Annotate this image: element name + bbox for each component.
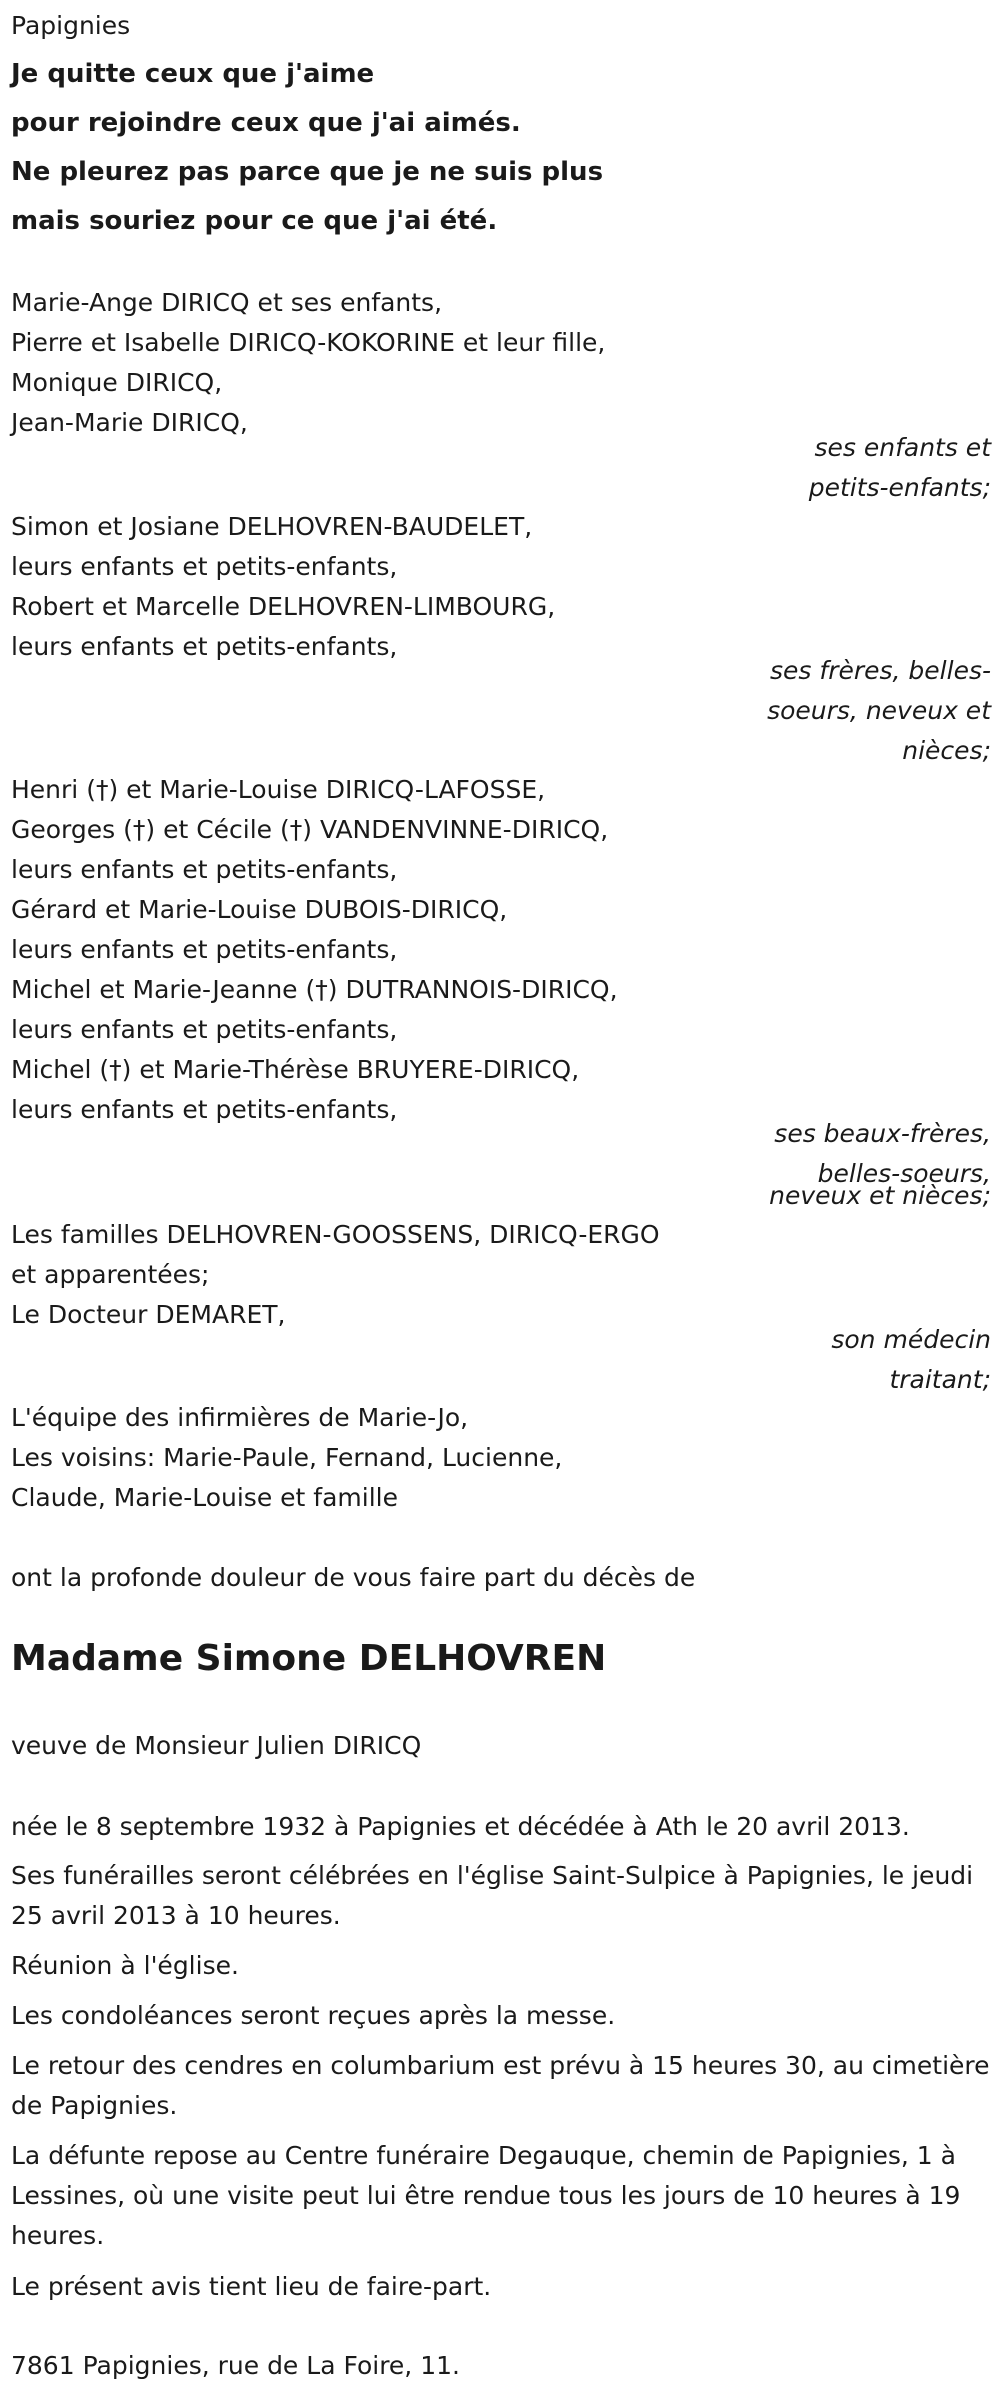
meeting-paragraph: Réunion à l'église. — [11, 1951, 239, 1980]
family-line: Monique DIRICQ, — [11, 368, 223, 397]
funeral-home-paragraph: La défunte repose au Centre funéraire Degauque, chemin de Papignies, 1 à Lessines, où une visite peut lui être rendue tous les jours de 10 heures à 19 heures. — [11, 2141, 961, 2250]
family-line: leurs enfants et petits-enfants, — [11, 1095, 398, 1124]
family-line: Michel et Marie-Jeanne (†) DUTRANNOIS-DIRICQ, — [11, 975, 618, 1004]
relation-line: son médecin — [831, 1325, 991, 1354]
family-line: Georges (†) et Cécile (†) VANDENVINNE-DIRICQ, — [11, 815, 609, 844]
relation-line: petits-enfants; — [808, 473, 991, 502]
notice-paragraph: Le présent avis tient lieu de faire-part. — [11, 2272, 492, 2301]
place-heading: Papignies — [11, 11, 131, 40]
family-line: Claude, Marie-Louise et famille — [11, 1483, 398, 1512]
family-group-neighbours — [11, 1398, 562, 1518]
family-line: Jean-Marie DIRICQ, — [11, 408, 248, 437]
family-line: L'équipe des infirmières de Marie-Jo, — [11, 1403, 469, 1432]
relation-line: belles-soeurs, — [817, 1159, 991, 1188]
widow-of-text: veuve de Monsieur Julien DIRICQ — [11, 1731, 422, 1760]
family-line: leurs enfants et petits-enfants, — [11, 632, 398, 661]
family-line: Michel (†) et Marie-Thérèse BRUYERE-DIRICQ, — [11, 1055, 580, 1084]
deceased-name: Madame Simone DELHOVREN — [11, 1638, 607, 1679]
family-group-in-laws — [11, 770, 618, 1130]
funeral-paragraph: Ses funérailles seront célébrées en l'église Saint-Sulpice à Papignies, le jeudi 25 avril 2013 à 10 heures. — [11, 1861, 974, 1930]
relation-label-in-laws — [769, 1114, 991, 1216]
family-line: Les voisins: Marie-Paule, Fernand, Lucienne, — [11, 1443, 563, 1472]
family-line: Henri (†) et Marie-Louise DIRICQ-LAFOSSE, — [11, 775, 546, 804]
verse-block — [11, 50, 603, 246]
family-group-siblings — [11, 507, 555, 667]
family-line: leurs enfants et petits-enfants, — [11, 935, 398, 964]
family-line: leurs enfants et petits-enfants, — [11, 855, 398, 884]
family-line: Le Docteur DEMARET, — [11, 1300, 286, 1329]
verse-line: pour rejoindre ceux que j'ai aimés. — [11, 108, 521, 138]
relation-line: ses enfants et — [814, 433, 991, 462]
family-group-others — [11, 1215, 660, 1335]
family-line: Marie-Ange DIRICQ et ses enfants, — [11, 288, 443, 317]
family-line: Gérard et Marie-Louise DUBOIS-DIRICQ, — [11, 895, 508, 924]
birth-death-paragraph: née le 8 septembre 1932 à Papignies et décédée à Ath le 20 avril 2013. — [11, 1812, 910, 1841]
family-line: leurs enfants et petits-enfants, — [11, 552, 398, 581]
announcement-text: ont la profonde douleur de vous faire part du décès de — [11, 1563, 696, 1592]
family-line: Simon et Josiane DELHOVREN-BAUDELET, — [11, 512, 533, 541]
relation-line: neveux et nièces; — [769, 1181, 991, 1210]
family-line: leurs enfants et petits-enfants, — [11, 1015, 398, 1044]
relation-line: soeurs, neveux et — [767, 696, 991, 725]
relation-line: ses frères, belles- — [770, 656, 991, 685]
relation-label-children — [809, 428, 991, 508]
relation-line: ses beaux-frères, — [774, 1119, 991, 1148]
relation-line: traitant; — [889, 1365, 991, 1394]
family-line: Robert et Marcelle DELHOVREN-LIMBOURG, — [11, 592, 556, 621]
family-line: Pierre et Isabelle DIRICQ-KOKORINE et leur fille, — [11, 328, 606, 357]
relation-label-doctor — [831, 1320, 991, 1400]
family-group-children — [11, 283, 605, 443]
columbarium-paragraph: Le retour des cendres en columbarium est prévu à 15 heures 30, au cimetière de Papignies. — [11, 2051, 990, 2120]
family-line: et apparentées; — [11, 1260, 210, 1289]
family-line: Les familles DELHOVREN-GOOSSENS, DIRICQ-ERGO — [11, 1220, 660, 1249]
verse-line: Je quitte ceux que j'aime — [11, 59, 375, 89]
relation-line: nièces; — [902, 736, 991, 765]
verse-line: mais souriez pour ce que j'ai été. — [11, 206, 498, 236]
verse-line: Ne pleurez pas parce que je ne suis plus — [11, 157, 604, 187]
relation-label-siblings — [767, 651, 991, 771]
condolences-paragraph: Les condoléances seront reçues après la messe. — [11, 2001, 616, 2030]
address-text: 7861 Papignies, rue de La Foire, 11. — [11, 2351, 460, 2380]
